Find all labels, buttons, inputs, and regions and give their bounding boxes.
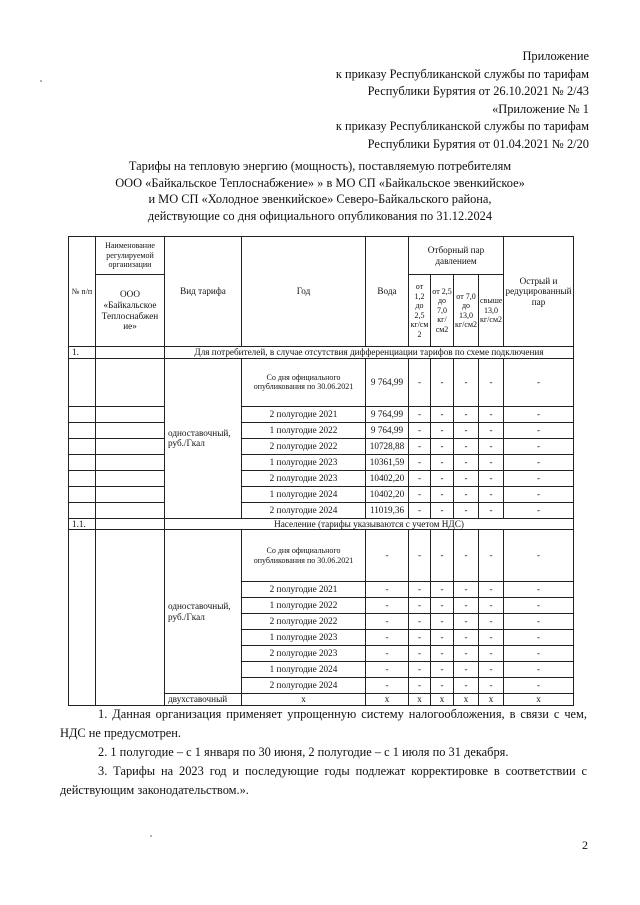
value-cell: x — [454, 694, 479, 706]
value-cell: - — [431, 678, 454, 694]
table-cell — [96, 438, 165, 454]
value-cell: - — [479, 662, 504, 678]
table-cell — [96, 454, 165, 470]
period-cell: 1 полугодие 2024 — [242, 486, 366, 502]
period-cell: 2 полугодие 2021 — [242, 406, 366, 422]
period-cell: 2 полугодие 2023 — [242, 470, 366, 486]
note-paragraph: 1. Данная организация применяет упрощенную систему налогообложения, в связи с чем, НДС не предусмотрен. — [60, 707, 587, 740]
value-cell: - — [431, 530, 454, 582]
value-cell: - — [454, 662, 479, 678]
value-cell: - — [431, 486, 454, 502]
table-cell — [69, 530, 96, 706]
value-cell: - — [479, 486, 504, 502]
value-cell: - — [479, 678, 504, 694]
value-cell: - — [431, 358, 454, 406]
value-cell: - — [431, 422, 454, 438]
table-cell — [96, 470, 165, 486]
value-cell: - — [454, 486, 479, 502]
note-paragraph: 3. Тарифы на 2023 год и последующие годы подлежат корректировке в соответствии с действующим законодательством.». — [60, 764, 587, 797]
value-cell: - — [409, 646, 431, 662]
value-cell: - — [504, 630, 574, 646]
table-cell — [96, 486, 165, 502]
value-cell: - — [409, 678, 431, 694]
value-cell: - — [479, 438, 504, 454]
table-cell — [69, 406, 96, 422]
value-cell: - — [479, 582, 504, 598]
water-cell: - — [366, 582, 409, 598]
period-cell: 1 полугодие 2024 — [242, 662, 366, 678]
water-cell: 10728,88 — [366, 438, 409, 454]
water-cell: - — [366, 598, 409, 614]
table-cell — [69, 438, 96, 454]
water-cell: - — [366, 530, 409, 582]
header-year: Год — [242, 237, 366, 347]
table-cell — [96, 406, 165, 422]
value-cell: - — [409, 438, 431, 454]
value-cell: - — [454, 438, 479, 454]
value-cell: - — [504, 358, 574, 406]
appendix-header — [169, 48, 589, 153]
table-cell — [96, 358, 165, 406]
header-steam: Отборный пар давлением — [409, 237, 504, 275]
value-cell: - — [409, 470, 431, 486]
value-cell: - — [504, 646, 574, 662]
value-cell: - — [504, 662, 574, 678]
table-cell — [69, 470, 96, 486]
water-cell: 11019,36 — [366, 502, 409, 518]
value-cell: - — [409, 530, 431, 582]
period-cell: 1 полугодие 2023 — [242, 630, 366, 646]
value-cell: - — [504, 406, 574, 422]
value-cell: - — [409, 630, 431, 646]
value-cell: - — [504, 598, 574, 614]
period-cell: 2 полугодие 2022 — [242, 438, 366, 454]
water-cell: - — [366, 630, 409, 646]
value-cell: x — [504, 694, 574, 706]
appendix-line: Приложение — [522, 49, 589, 63]
value-cell: - — [454, 678, 479, 694]
period-cell: Со дня официального опубликования по 30.06.2021 — [242, 358, 366, 406]
section-number: 1.1. — [69, 518, 96, 530]
value-cell: - — [504, 502, 574, 518]
value-cell: - — [504, 486, 574, 502]
value-cell: - — [409, 422, 431, 438]
value-cell: - — [431, 662, 454, 678]
period-cell: 2 полугодие 2024 — [242, 678, 366, 694]
header-water: Вода — [366, 237, 409, 347]
header-org-name: ООО «Байкальское Теплоснабжен ие» — [96, 275, 165, 347]
title-line: и МО СП «Холодное эвенкийское» Северо-Байкальского района, — [148, 192, 492, 206]
value-cell: - — [431, 582, 454, 598]
tariff-type-cell: одноставочный, руб./Гкал — [165, 530, 242, 694]
notes — [60, 705, 587, 800]
table-cell — [96, 518, 165, 530]
table-cell — [96, 422, 165, 438]
value-cell: - — [504, 614, 574, 630]
value-cell: - — [454, 502, 479, 518]
value-cell: - — [431, 454, 454, 470]
period-cell: 1 полугодие 2023 — [242, 454, 366, 470]
table-cell — [69, 422, 96, 438]
value-cell: - — [409, 614, 431, 630]
value-cell: - — [431, 646, 454, 662]
header-org-label: Наименование регулируемой организации — [96, 237, 165, 275]
value-cell: - — [409, 662, 431, 678]
period-cell: 2 полугодие 2022 — [242, 614, 366, 630]
value-cell: - — [409, 598, 431, 614]
value-cell: - — [479, 470, 504, 486]
value-cell: - — [431, 630, 454, 646]
water-cell: - — [366, 678, 409, 694]
value-cell: - — [479, 358, 504, 406]
value-cell: - — [479, 598, 504, 614]
value-cell: - — [409, 358, 431, 406]
table-cell — [69, 486, 96, 502]
value-cell: - — [479, 502, 504, 518]
header-sharp-steam: Острый и редуцированный пар — [504, 237, 574, 347]
value-cell: x — [479, 694, 504, 706]
water-cell: - — [366, 662, 409, 678]
table-cell — [69, 454, 96, 470]
water-cell: 10361,59 — [366, 454, 409, 470]
water-cell: x — [366, 694, 409, 706]
scan-speck — [40, 80, 42, 82]
period-cell: Со дня официального опубликования по 30.06.2021 — [242, 530, 366, 582]
water-cell: 9 764,99 — [366, 358, 409, 406]
tariff-table — [68, 236, 574, 706]
water-cell: - — [366, 646, 409, 662]
value-cell: - — [504, 678, 574, 694]
appendix-line: «Приложение № 1 — [492, 101, 589, 116]
value-cell: - — [479, 454, 504, 470]
value-cell: - — [454, 422, 479, 438]
period-cell: 1 полугодие 2022 — [242, 598, 366, 614]
table-cell — [96, 502, 165, 518]
table-cell — [96, 530, 165, 706]
section-label: Для потребителей, в случае отсутствия дифференциации тарифов по схеме подключения — [165, 347, 574, 359]
value-cell: - — [454, 582, 479, 598]
value-cell: - — [504, 470, 574, 486]
header-num: № п/п — [69, 237, 96, 347]
value-cell: - — [479, 530, 504, 582]
value-cell: x — [431, 694, 454, 706]
water-cell: 9 764,99 — [366, 422, 409, 438]
period-cell: 2 полугодие 2021 — [242, 582, 366, 598]
value-cell: - — [479, 422, 504, 438]
value-cell: - — [454, 630, 479, 646]
appendix-line: к приказу Республиканской службы по тарифам — [335, 66, 589, 81]
value-cell: - — [454, 406, 479, 422]
value-cell: - — [504, 422, 574, 438]
value-cell: - — [454, 646, 479, 662]
value-cell: - — [504, 454, 574, 470]
table-cell — [96, 347, 165, 359]
value-cell: - — [479, 646, 504, 662]
page-number: 2 — [582, 838, 588, 852]
value-cell: - — [431, 470, 454, 486]
period-cell: 2 полугодие 2024 — [242, 502, 366, 518]
title-line: действующие со дня официального опубликования по 31.12.2024 — [147, 208, 493, 223]
value-cell: - — [409, 486, 431, 502]
section-label: Население (тарифы указываются с учетом НДС) — [165, 518, 574, 530]
value-cell: - — [409, 406, 431, 422]
header-pressure-2: от 2,5 до 7,0 кг/см2 — [431, 275, 454, 347]
value-cell: - — [454, 530, 479, 582]
tariff-type-cell: одноставочный, руб./Гкал — [165, 358, 242, 518]
water-cell: - — [366, 614, 409, 630]
value-cell: - — [479, 406, 504, 422]
value-cell: - — [431, 598, 454, 614]
water-cell: 9 764,99 — [366, 406, 409, 422]
water-cell: 10402,20 — [366, 486, 409, 502]
value-cell: - — [431, 614, 454, 630]
note-paragraph: 2. 1 полугодие – с 1 января по 30 июня, 2 полугодие – с 1 июля по 31 декабря. — [98, 745, 509, 759]
value-cell: - — [409, 582, 431, 598]
value-cell: x — [409, 694, 431, 706]
value-cell: - — [409, 454, 431, 470]
value-cell: - — [454, 598, 479, 614]
period-cell: 2 полугодие 2023 — [242, 646, 366, 662]
value-cell: - — [504, 530, 574, 582]
table-cell — [69, 502, 96, 518]
appendix-line: к приказу Республиканской службы по тарифам — [335, 119, 589, 133]
appendix-line: Республики Бурятия от 26.10.2021 № 2/43 — [367, 84, 589, 98]
value-cell: - — [454, 470, 479, 486]
title-line: Тарифы на тепловую энергию (мощность), поставляемую потребителям — [128, 159, 512, 173]
value-cell: - — [504, 438, 574, 454]
header-pressure-3: от 7,0 до 13,0 кг/см2 — [454, 275, 479, 347]
title-line: ООО «Байкальское Теплоснабжение» » в МО СП «Байкальское эвенкийское» — [115, 175, 525, 190]
period-cell: x — [242, 694, 366, 706]
value-cell: - — [479, 630, 504, 646]
header-pressure-4: свыше 13,0 кг/см2 — [479, 275, 504, 347]
water-cell: 10402,20 — [366, 470, 409, 486]
appendix-line: Республики Бурятия от 01.04.2021 № 2/20 — [367, 136, 589, 151]
value-cell: - — [454, 614, 479, 630]
document-title — [60, 158, 580, 224]
value-cell: - — [431, 438, 454, 454]
value-cell: - — [454, 358, 479, 406]
section-number: 1. — [69, 347, 96, 359]
value-cell: - — [454, 454, 479, 470]
value-cell: - — [431, 502, 454, 518]
value-cell: - — [409, 502, 431, 518]
value-cell: - — [479, 614, 504, 630]
tariff-type-cell: двухставочный — [165, 694, 242, 706]
header-tariff-type: Вид тарифа — [165, 237, 242, 347]
value-cell: - — [431, 406, 454, 422]
scan-speck — [150, 835, 152, 837]
value-cell: - — [504, 582, 574, 598]
table-cell — [69, 358, 96, 406]
period-cell: 1 полугодие 2022 — [242, 422, 366, 438]
header-pressure-1: от 1,2 до 2,5 кг/см 2 — [409, 275, 431, 347]
